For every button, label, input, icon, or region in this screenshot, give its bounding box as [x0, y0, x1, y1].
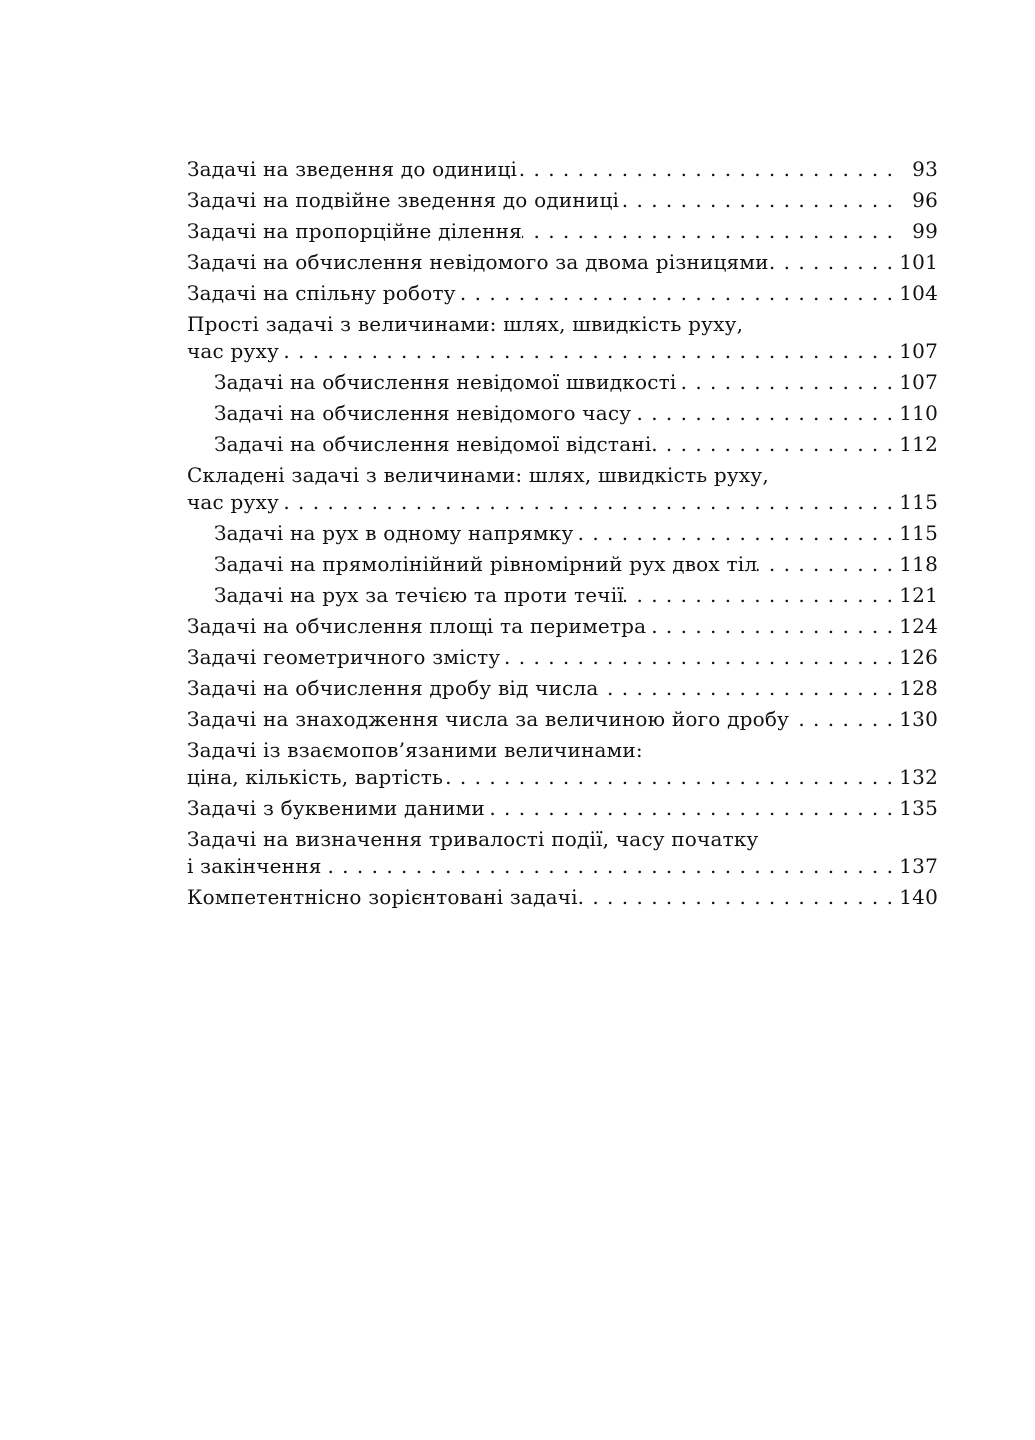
toc-entry-title: Задачі на обчислення невідомого за двома різницями — [187, 250, 769, 274]
toc-entry-title: Задачі геометричного змісту — [187, 645, 501, 669]
toc-entry-page: 135 — [899, 796, 938, 820]
table-of-contents — [187, 154, 938, 913]
toc-entry-page: 99 — [912, 219, 938, 243]
toc-entry — [187, 882, 938, 913]
toc-entry — [187, 154, 938, 185]
toc-entry-page: 126 — [899, 645, 938, 669]
toc-entry-title-line1: Прості задачі з величинами: шлях, швидкість руху, — [187, 312, 744, 336]
toc-subentry — [187, 518, 938, 549]
toc-entry-title: Задачі на обчислення площі та периметра — [187, 614, 647, 638]
toc-entry — [187, 278, 938, 309]
toc-entry — [187, 611, 938, 642]
dot-leader — [624, 580, 898, 611]
toc-entry — [187, 673, 938, 704]
toc-entry-title: Задачі на обчислення невідомої швидкості — [214, 370, 677, 394]
toc-entry-page: 124 — [899, 614, 938, 638]
dot-leader — [279, 487, 898, 518]
dot-leader — [522, 216, 898, 247]
dot-leader — [578, 882, 898, 913]
toc-entry-title: Задачі на обчислення дробу від числа — [187, 676, 599, 700]
toc-entry-title: ціна, кількість, вартість — [187, 765, 444, 789]
dot-leader — [456, 278, 898, 309]
toc-entry-title-line1: Задачі на визначення тривалості події, часу початку — [187, 827, 759, 851]
toc-entry-page: 101 — [899, 250, 938, 274]
dot-leader — [598, 673, 898, 704]
toc-entry-page: 130 — [899, 707, 938, 731]
dot-leader — [769, 247, 898, 278]
toc-subentry — [187, 429, 938, 460]
toc-entry-title: і закінчення — [187, 854, 322, 878]
dot-leader — [517, 154, 898, 185]
toc-entry — [187, 216, 938, 247]
toc-entry-title: Задачі на пропорційне ділення — [187, 219, 522, 243]
toc-entry-page: 140 — [899, 885, 938, 909]
toc-entry-title: Задачі на подвійне зведення до одиниці — [187, 188, 620, 212]
toc-entry — [187, 309, 938, 367]
toc-entry-title-line1: Складені задачі з величинами: шлях, швидкість руху, — [187, 463, 769, 487]
dot-leader — [646, 611, 898, 642]
toc-entry — [187, 247, 938, 278]
dot-leader — [500, 642, 898, 673]
toc-entry-page: 104 — [899, 281, 938, 305]
toc-entry-title: Задачі з буквеними даними — [187, 796, 485, 820]
dot-leader — [322, 851, 898, 882]
toc-entry-title: Задачі на прямолінійний рівномірний рух двох тіл — [214, 552, 758, 576]
toc-entry-page: 107 — [899, 339, 938, 363]
toc-entry-title: час руху — [187, 490, 279, 514]
toc-entry-page: 137 — [899, 854, 938, 878]
toc-entry-title: Задачі на зведення до одиниці — [187, 157, 518, 181]
dot-leader — [676, 367, 898, 398]
toc-entry — [187, 824, 938, 882]
toc-entry-title: Задачі на обчислення невідомої відстані — [214, 432, 652, 456]
dot-leader — [485, 793, 898, 824]
toc-entry-title-line1: Задачі із взаємопов’язаними величинами: — [187, 738, 643, 762]
dot-leader — [631, 398, 898, 429]
toc-entry — [187, 793, 938, 824]
dot-leader — [757, 549, 898, 580]
toc-entry — [187, 642, 938, 673]
toc-entry-title: Задачі на спільну роботу — [187, 281, 456, 305]
toc-subentry — [187, 398, 938, 429]
dot-leader — [619, 185, 898, 216]
toc-entry-page: 112 — [899, 432, 938, 456]
toc-entry-title: час руху — [187, 339, 279, 363]
toc-entry-page: 118 — [899, 552, 938, 576]
toc-entry-title: Задачі на рух в одному напрямку — [214, 521, 574, 545]
toc-subentry — [187, 580, 938, 611]
toc-entry — [187, 735, 938, 793]
dot-leader — [443, 762, 898, 793]
toc-entry — [187, 704, 938, 735]
toc-entry-page: 96 — [912, 188, 938, 212]
toc-entry — [187, 185, 938, 216]
toc-entry-title: Задачі на обчислення невідомого часу — [214, 401, 632, 425]
toc-entry-page: 110 — [899, 401, 938, 425]
dot-leader — [789, 704, 898, 735]
toc-entry-title: Задачі на знаходження числа за величиною його дробу — [187, 707, 790, 731]
toc-entry-title: Задачі на рух за течією та проти течії — [214, 583, 624, 607]
toc-entry-page: 115 — [899, 490, 938, 514]
toc-entry-page: 93 — [912, 157, 938, 181]
toc-entry-page: 121 — [899, 583, 938, 607]
toc-subentry — [187, 549, 938, 580]
toc-entry-page: 115 — [899, 521, 938, 545]
dot-leader — [651, 429, 898, 460]
toc-entry-page: 132 — [899, 765, 938, 789]
toc-entry — [187, 460, 938, 518]
dot-leader — [573, 518, 898, 549]
toc-entry-page: 107 — [899, 370, 938, 394]
toc-entry-title: Компетентнісно зорієнтовані задачі — [187, 885, 578, 909]
toc-entry-page: 128 — [899, 676, 938, 700]
toc-subentry — [187, 367, 938, 398]
dot-leader — [279, 336, 898, 367]
